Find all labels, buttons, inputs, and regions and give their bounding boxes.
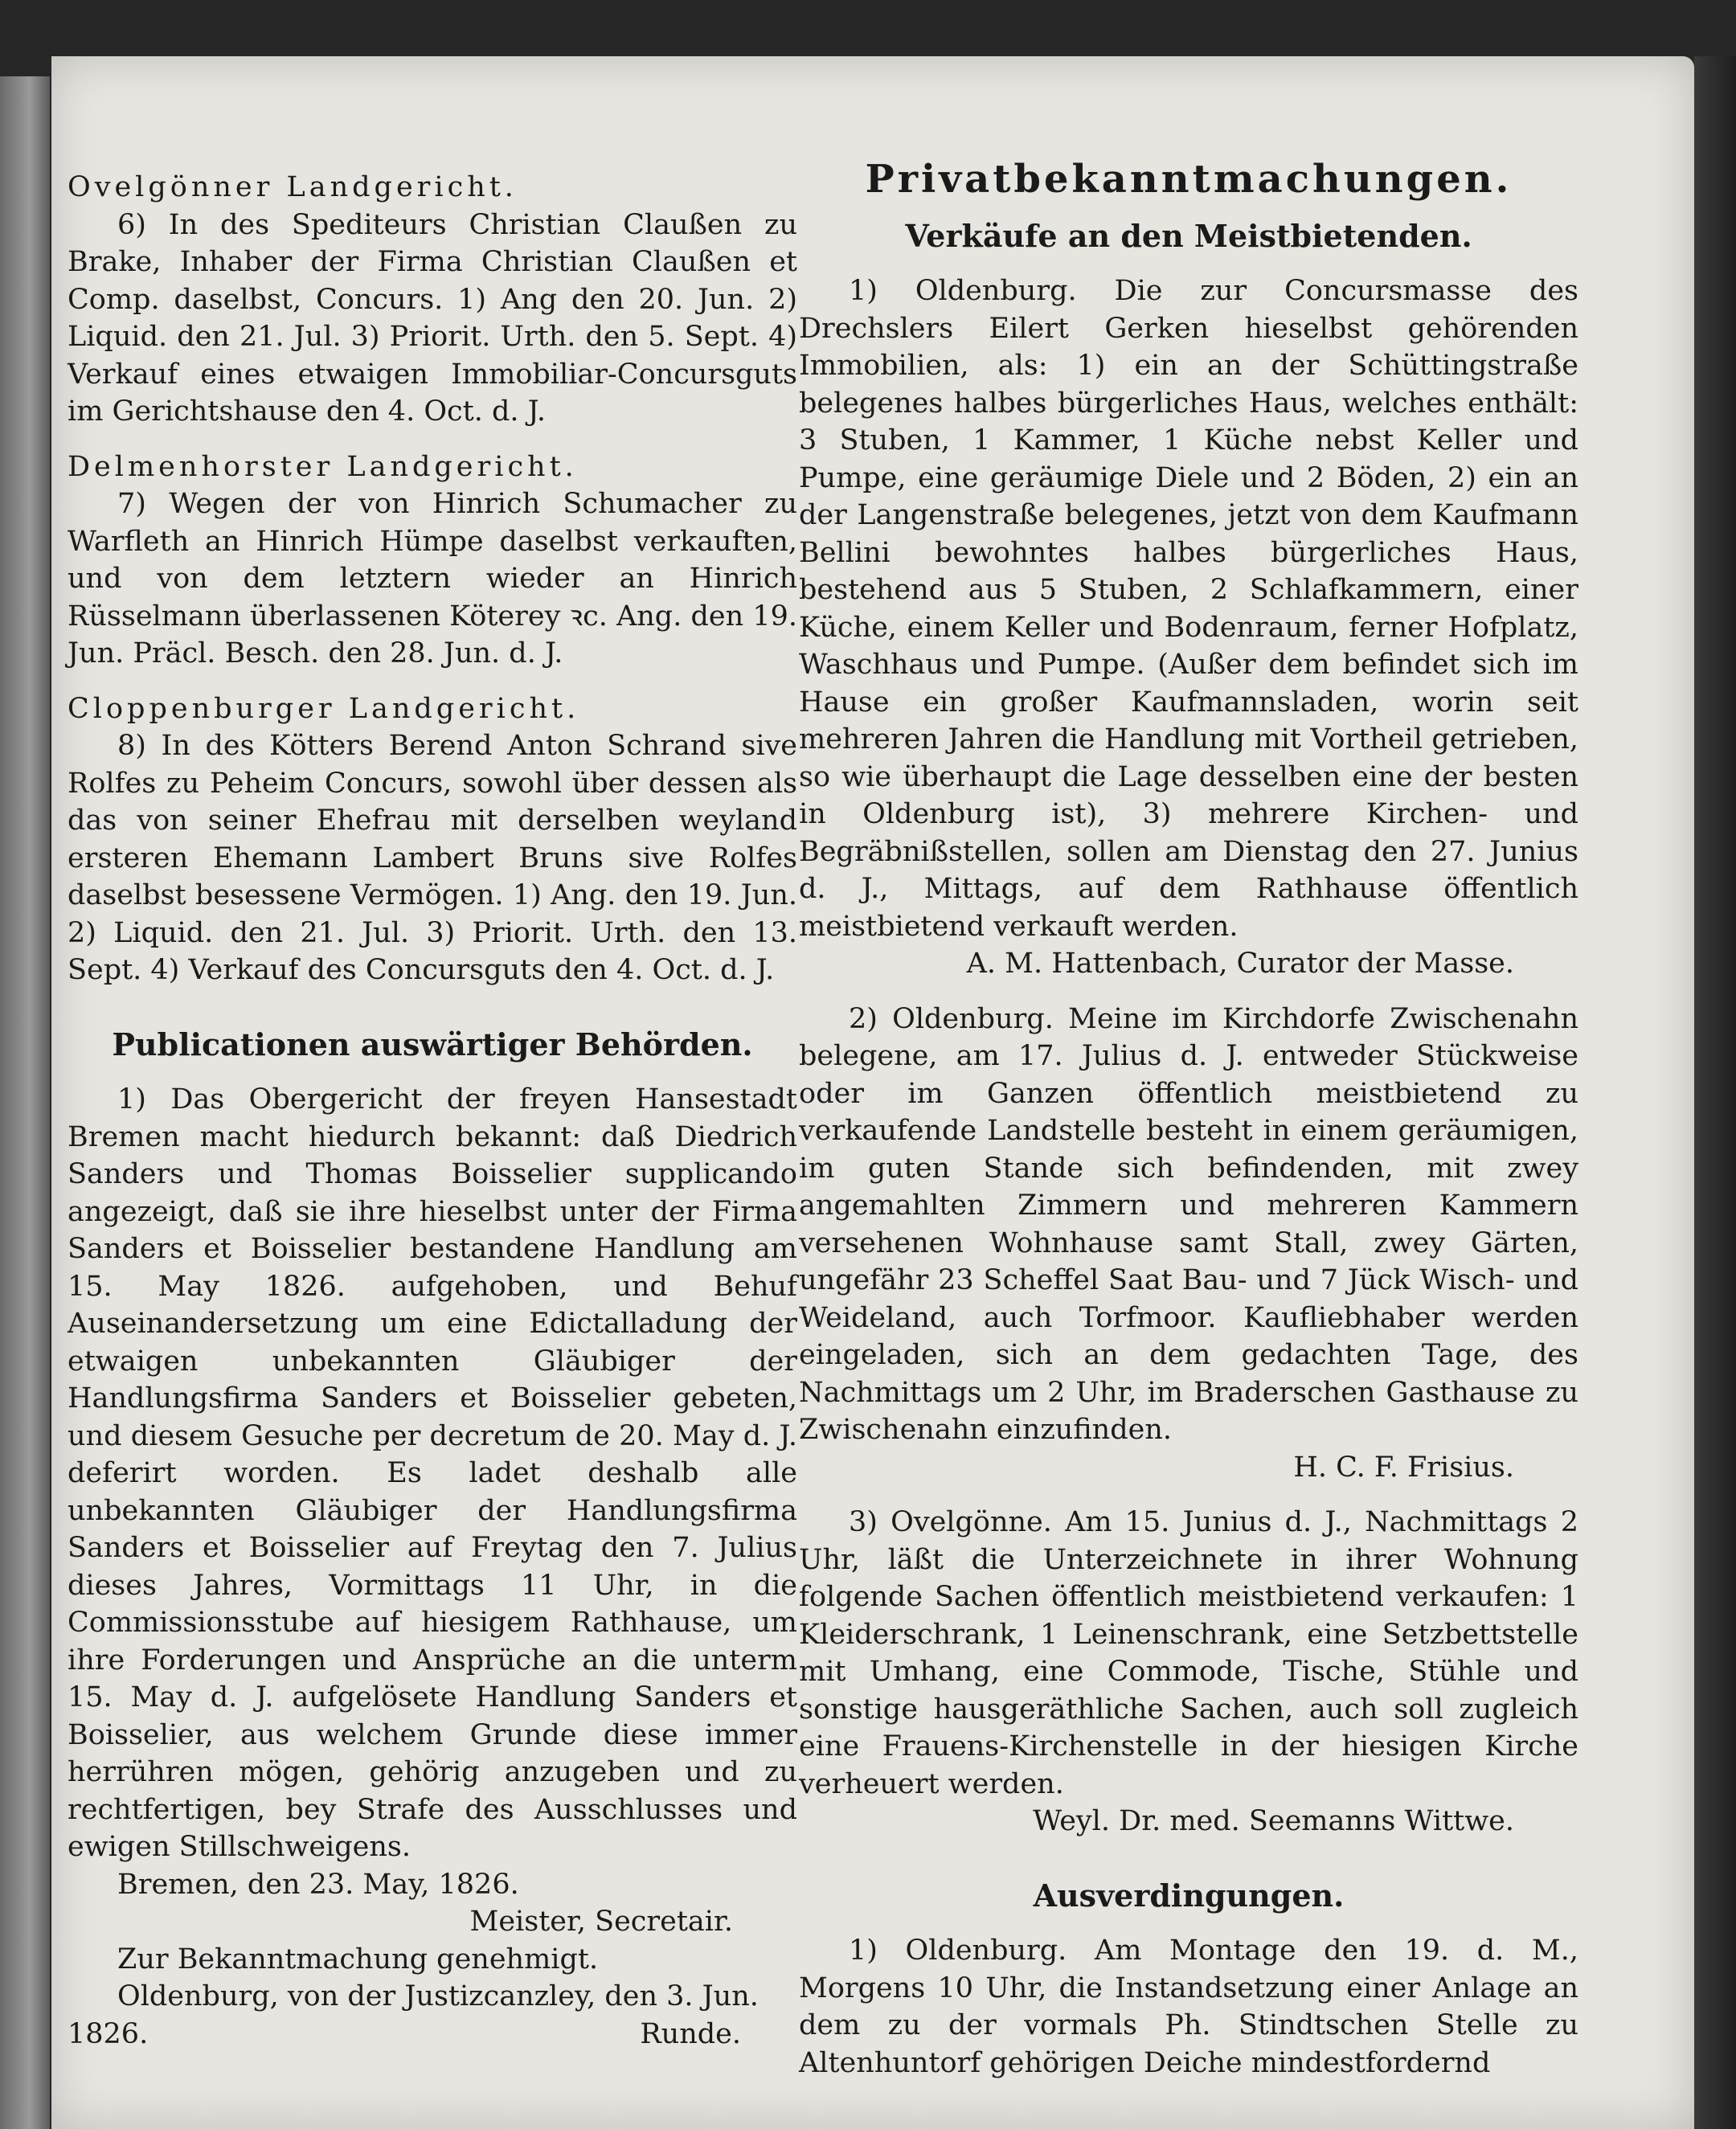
court-heading-ovelgoenne: Ovelgönner Landgericht.	[68, 171, 518, 203]
year-text: 1826.	[68, 2017, 149, 2050]
sale-entry-1: 1) Oldenburg. Die zur Concursmasse des Drechslers Eilert Gerken hieselbst gehörenden Immobilien, als: 1) ein an der Schüttingstraße belegenes halbes bürgerliches Haus, welches enthält: 3 Stuben, 1 Kammer, 1 Küche nebst Keller und Pumpe, eine geräumige Diele und 2 Böden, 2) ein an der Langenstraße belegenes, jetzt von dem Kaufmann Bellini bewohntes halbes bürgerliches Haus, bestehend aus 5 Stuben, 2 Schlafkammern, einer Küche, einem Keller und Bodenraum, ferner Hofplatz, Waschhaus und Pumpe. (Außer dem befindet sich im Hause ein großer Kaufmannsladen, worin seit mehreren Jahren die Handlung mit Vortheil getrieben, so wie überhaupt die Lage desselben eine der besten in Oldenburg ist), 3) mehrere Kirchen- und Begräbnißstellen, sollen am Dienstag den 27. Junius d. J., Mittags, auf dem Rathhause öffentlich meistbietend verkauft werden.	[799, 275, 1578, 943]
notice-entry-7: 7) Wegen der von Hinrich Schumacher zu Warfleth an Hinrich Hümpe daselbst verkauften, und von dem letztern wieder an Hinrich Rüsselmann überlassenen Köterey ꝛc. Ang. den 19. Jun. Präcl. Besch. den 28. Jun. d. J.	[68, 488, 797, 669]
year-signature-line	[68, 2016, 797, 2053]
subheading-sales: Verkäufe an den Meistbietenden.	[905, 217, 1472, 254]
previous-page-edge	[0, 76, 50, 2129]
bremen-signature: Meister, Secretair.	[469, 1906, 733, 1938]
court-heading-delmenhorst: Delmenhorster Landgericht.	[68, 450, 578, 483]
left-column	[68, 169, 797, 2053]
sale-1-signature: A. M. Hattenbach, Curator der Masse.	[966, 948, 1514, 980]
right-column	[799, 157, 1578, 2082]
court-heading-cloppenburg: Cloppenburger Landgericht.	[68, 692, 580, 725]
runde-signature: Runde.	[640, 2017, 741, 2050]
notice-entry-6: 6) In des Spediteurs Christian Claußen zu Brake, Inhaber der Firma Christian Claußen et Comp. daselbst, Concurs. 1) Ang den 20. Jun. 2) Liquid. den 21. Jul. 3) Priorit. Urth. den 5. Sept. 4) Verkauf eines etwaigen Immobiliar-Concursguts im Gerichtshause den 4. Oct. d. J.	[68, 208, 797, 428]
subheading-ausverdingungen: Ausverdingungen.	[1033, 1877, 1345, 1914]
ausverdingung-entry-1: 1) Oldenburg. Am Montage den 19. d. M., Morgens 10 Uhr, die Instandsetzung einer Anlage an dem zu der vormals Ph. Stindtschen Stelle zu Altenhuntorf gehörigen Deiche mindestfordernd	[799, 1935, 1578, 2079]
bremen-dateline: Bremen, den 23. May, 1826.	[117, 1868, 519, 1901]
publication-entry-1: 1) Das Obergericht der freyen Hansestadt Bremen macht hiedurch bekannt: daß Diedrich Sanders und Thomas Boisselier supplicando angezeigt, daß sie ihre hieselbst unter der Firma Sanders et Boisselier bestandene Handlung am 15. May 1826. aufgehoben, und Behuf Auseinandersetzung um eine Edictalladung der etwaigen unbekannten Gläubiger der Handlungsfirma Sanders et Boisselier gebeten, und diesem Gesuche per decretum de 20. May d. J. deferirt worden. Es ladet deshalb alle unbekannten Gläubiger der Handlungsfirma Sanders et Boisselier auf Freytag den 7. Julius dieses Jahres, Vormittags 11 Uhr, in die Commissionsstube auf hiesigem Rathhause, um ihre Forderungen und Ansprüche an die unterm 15. May d. J. aufgelösete Handlung Sanders et Boisselier, aus welchem Grunde diese immer herrühren mögen, gehörig anzugeben und zu rechtfertigen, bey Strafe des Ausschlusses und ewigen Stillschweigens.	[68, 1083, 797, 1863]
document-page	[51, 56, 1694, 2129]
approval-line: Zur Bekanntmachung genehmigt.	[117, 1943, 599, 1975]
sale-3-signature: Weyl. Dr. med. Seemanns Wittwe.	[1033, 1805, 1514, 1837]
notice-entry-8: 8) In des Kötters Berend Anton Schrand sive Rolfes zu Peheim Concurs, sowohl über dessen als das von seiner Ehefrau mit derselben weyland ersteren Ehemann Lambert Bruns sive Rolfes daselbst besessene Vermögen. 1) Ang. den 19. Jun. 2) Liquid. den 21. Jul. 3) Priorit. Urth. den 13. Sept. 4) Verkauf des Concursguts den 4. Oct. d. J.	[68, 730, 797, 986]
sale-entry-3: 3) Ovelgönne. Am 15. Junius d. J., Nachmittags 2 Uhr, läßt die Unterzeichnete in ihrer Wohnung folgende Sachen öffentlich meistbietend verkaufen: 1 Kleiderschrank, 1 Leinenschrank, eine Setzbettstelle mit Umhang, eine Commode, Tische, Stühle und sonstige hausgeräthliche Sachen, auch soll zugleich eine Frauens-Kirchenstelle in der hiesigen Kirche verheuert werden.	[799, 1506, 1578, 1800]
section-title-publications: Publicationen auswärtiger Behörden.	[112, 1026, 753, 1062]
page-right-edge	[1694, 56, 1736, 2129]
sale-2-signature: H. C. F. Frisius.	[1293, 1451, 1514, 1484]
sale-entry-2: 2) Oldenburg. Meine im Kirchdorfe Zwischenahn belegene, am 17. Julius d. J. entweder Stückweise oder im Ganzen öffentlich meistbietend zu verkaufende Landstelle besteht in einem geräumigen, im guten Stande sich befindenden, mit zwey angemahlten Zimmern und mehreren Kammern versehenen Wohnhause samt Stall, zwey Gärten, ungefähr 23 Scheffel Saat Bau- und 7 Jück Wisch- und Weideland, auch Torfmoor. Kaufliebhaber werden eingeladen, sich an dem gedachten Tage, des Nachmittags um 2 Uhr, im Braderschen Gasthause zu Zwischenahn einzufinden.	[799, 1002, 1578, 1446]
oldenburg-dateline: Oldenburg, von der Justizcanzley, den 3. Jun.	[117, 1980, 759, 2012]
main-title-private-notices: Privatbekanntmachungen.	[865, 157, 1513, 202]
